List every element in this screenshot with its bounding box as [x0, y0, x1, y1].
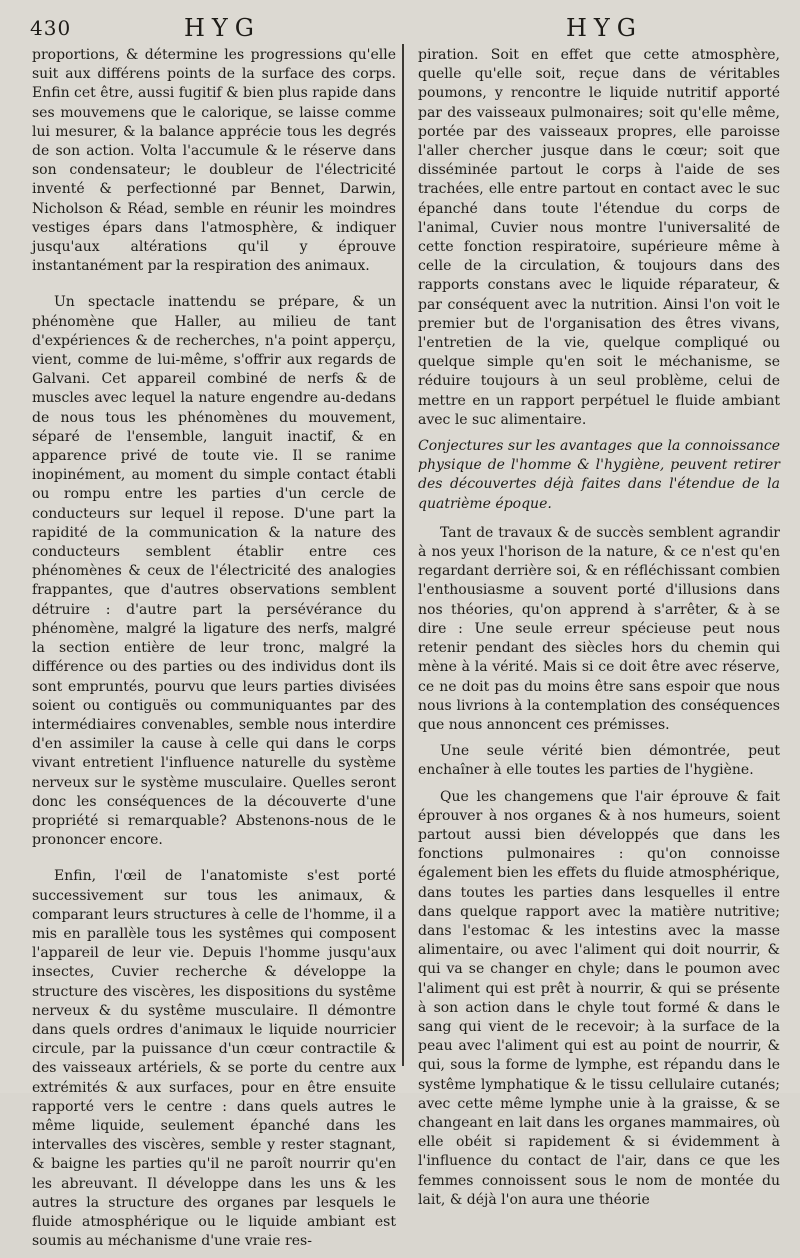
right-paragraph-3: Une seule vérité bien démontrée, peut enchaîner à elle toutes les parties de l'hygiène.: [418, 743, 780, 779]
right-paragraph-4: Que les changemens que l'air éprouve & fait éprouver à nos organes & à nos humeurs, soient partout aussi bien développés que dans les fonctions pulmonaires : qu'on connoisse également bien les effets du fluide atmosphérique, dans toutes les parties dans lesquelles il entre dans quelque rapport avec la matière nutritive; dans l'estomac & les intestins avec la masse alimentaire, ou avec l'aliment qui doit nourrir, & qui va se changer en chyle; dans le poumon avec l'aliment qui est prêt à nourrir, & qui se présente à son action dans le chyle tout formé & dans le sang qui vient de le recevoir; à la surface de la peau avec l'aliment qui est au point de nourrir, & qui, sous la forme de lymphe, est répandu dans le systême lymphatique & le tissu cellulaire cutanés; avec cette même lymphe unie à la graisse, & se changeant en lait dans les organes mammaires, où elle obéit si rapidement & si évidemment à l'influence du contact de l'air, dans ce que les femmes connoissent sous le nom de montée du lait, & déjà l'on aura une théorie: [418, 788, 780, 1208]
left-paragraph-3: Enfin, l'œil de l'anatomiste s'est porté successivement sur tous les animaux, & comparant leurs structures à celle de l'homme, il a mis en parallèle tous les systêmes qui composent l'appareil de leur vie. Depuis l'homme jusqu'aux insectes, Cuvier recherche & développe la structure des viscères, les dispositions du systême nerveux & du systême musculaire. Il démontre dans quels ordres d'animaux le liquide nourricier circule, par la puissance d'un cœur contractile & des vaisseaux artériels, & se porte du centre aux extrémités & aux surfaces, pour en être ensuite rapporté vers le centre : dans quels autres le même liquide, seulement épanché dans les intervalles des viscères, semble y rester stagnant, & baigne les parties qu'il ne paroît nourrir qu'en les abreuvant. Il développe dans les uns & les autres la structure des organes par lesquels le fluide atmosphérique ou le liquide ambiant est soumis au méchanisme d'une vraie res-: [32, 868, 396, 1250]
left-paragraph-2: Un spectacle inattendu se prépare, & un phénomène que Haller, au milieu de tant d'expériences & de recherches, n'a point apperçu, vient, comme de lui-même, s'offrir aux regards de Galvani. Cet appareil combiné de nerfs & de muscles avec lequel la nature engendre au-dedans de nous tous les phénomènes du mouvement, séparé de l'ensemble, languit inactif, & en apparence privé de toute vie. Il se ranime inopinément, au moment du simple contact établi ou rompu entre les parties d'un cercle de conducteurs sur lequel il repose. D'une part la rapidité de la communication & la nature des conducteurs semblent établir entre ces phénomènes & ceux de l'électricité des analogies frappantes, que d'autres observations semblent détruire : d'autre part la persévérance du phénomène, malgré la ligature des nerfs, malgré la section entière de leur tronc, malgré la différence ou des parties ou des individus dont ils sont empruntés, pourvu que leurs parties divisées soient ou contiguës ou communiquantes par des intermédiaires convenables, semble nous interdire d'en assimiler la cause à celle qui dans le corps vivant entretient l'influence naturelle du système nerveux sur le système musculaire. Quelles seront donc les conséquences de la découverte d'une propriété si remarquable? Abstenons-nous de le prononcer encore.: [32, 294, 396, 849]
page-number: 430: [30, 16, 72, 40]
page-header: [0, 10, 800, 44]
running-head-left: HYG: [184, 14, 261, 42]
left-column: [32, 46, 396, 1258]
left-paragraph-1: proportions, & détermine les progressions qu'elle suit aux différens points de la surface des corps. Enfin cet être, aussi fugitif & bien plus rapide dans ses mouvemens que le calorique, se laisse comme lui mesurer, & la balance apprécie tous les degrés de son action. Volta l'accumule & le réserve dans son condensateur; le doubleur de l'électricité inventé & perfectionné par Bennet, Darwin, Nicholson & Réad, semble en réunir les moindres vestiges épars dans l'atmosphère, & indiquer jusqu'aux altérations qu'il y éprouve instantanément par la respiration des animaux.: [32, 47, 396, 275]
section-heading: Conjectures sur les avantages que la connoissance physique de l'homme & l'hygiène, peuvent retirer des découvertes déjà faites dans l'étendue de la quatrième époque.: [418, 438, 780, 512]
right-paragraph-2: Tant de travaux & de succès semblent agrandir à nos yeux l'horison de la nature, & ce n'est qu'en regardant derrière soi, & en réfléchissant combien l'enthousiasme a souvent porté d'illusions dans nos théories, qu'on apprend à s'arrêter, & à se dire : Une seule erreur spécieuse peut nous retenir pendant des siècles hors du chemin qui mène à la vérité. Mais si ce doit être avec réserve, ce ne doit pas du moins être sans espoir que nous nous livrions à la contemplation des conséquences que nous annoncent ces prémisses.: [418, 524, 780, 733]
column-divider: [402, 44, 404, 1066]
running-head-right: HYG: [566, 14, 643, 42]
right-paragraph-1: piration. Soit en effet que cette atmosphère, quelle qu'elle soit, reçue dans de véritables poumons, y rencontre le liquide nutritif apporté par des vaisseaux pulmonaires; soit qu'elle même, portée par des vaisseaux propres, elle paroisse l'aller chercher jusque dans le cœur; soit que disséminée partout le corps à l'aide de ses trachées, elle entre partout en contact avec le suc épanché dans toute l'étendue du corps de l'animal, Cuvier nous montre l'universalité de cette fonction respiratoire, supérieure même à celle de la circulation, & toujours dans des rapports constans avec le liquide réparateur, & par conséquent avec la nutrition. Ainsi l'on voit le premier but de l'organisation des êtres vivans, l'entretien de la vie, quelque compliqué ou quelque simple qu'en soit le méchanisme, se réduire toujours à un seul problème, celui de mettre en un rapport perpétuel le fluide ambiant avec le suc alimentaire.: [418, 47, 780, 428]
right-column: [418, 46, 780, 1217]
